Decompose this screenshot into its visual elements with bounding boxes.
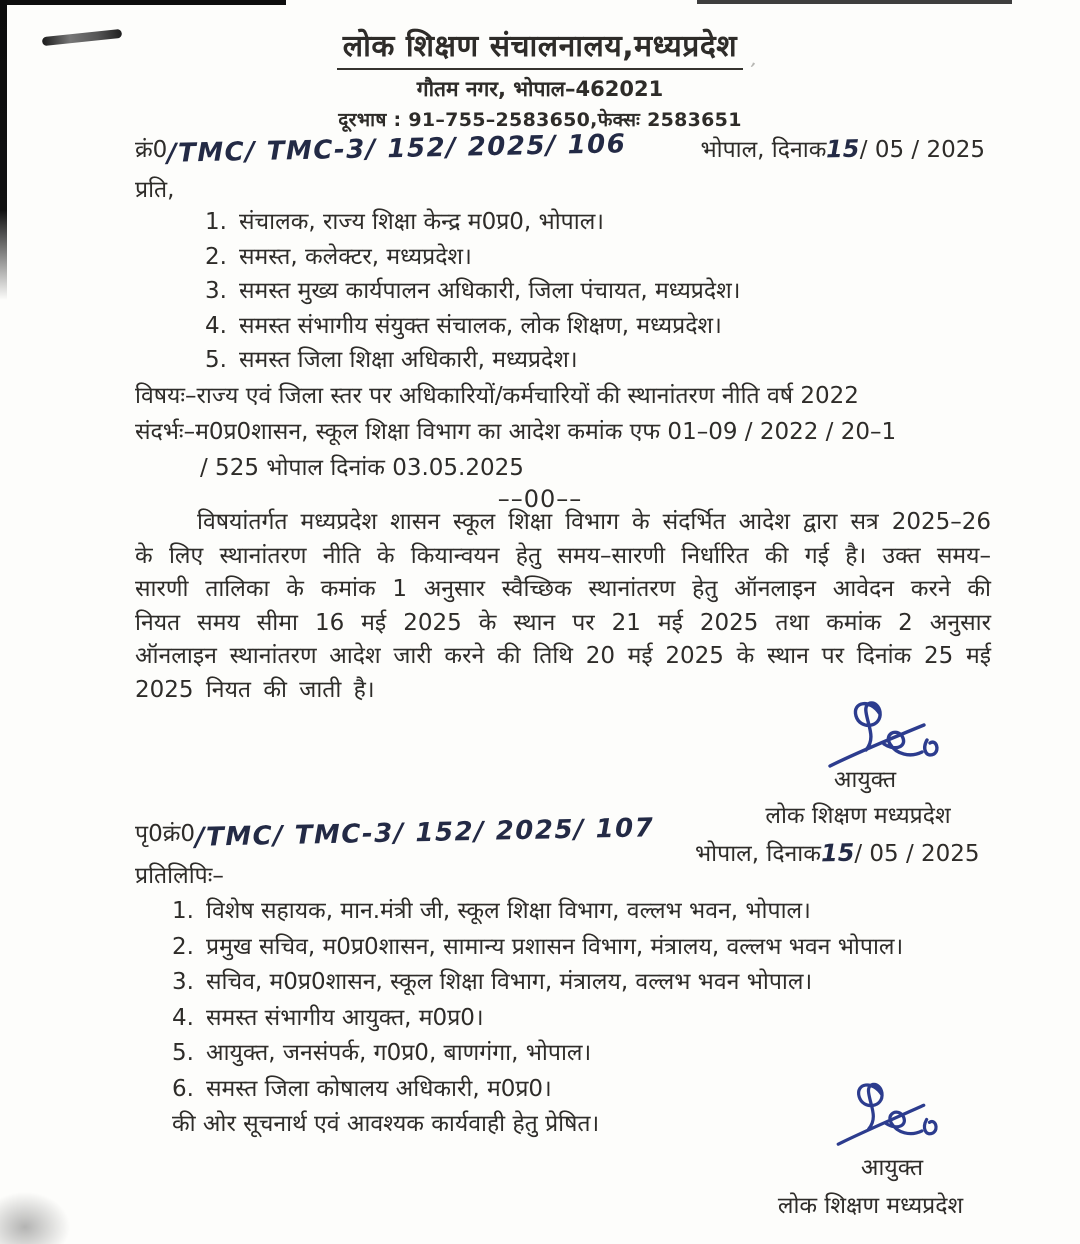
letter-date-label: भोपाल, दिनाक — [700, 137, 827, 163]
signatory-organization-top: लोक शिक्षण मध्यप्रदेश — [765, 803, 951, 829]
recipient-row — [205, 205, 985, 240]
scan-shadow-bottom-left — [0, 1192, 70, 1244]
letterhead-title: लोक शिक्षण संचालनालय,मध्यप्रदेश — [337, 24, 743, 70]
recipient-number: 3. — [205, 278, 227, 304]
recipient-number: 5. — [205, 347, 227, 373]
scan-fleck-mark: ’ — [744, 57, 758, 83]
salutation: प्रति, — [135, 177, 175, 203]
subject-line: विषयः–राज्य एवं जिला स्तर पर अधिकारियों/कर्मचारियों की स्थानांतरण नीति वर्ष 2022 — [135, 383, 859, 409]
letter-date-day-handwritten: 15 — [826, 134, 861, 164]
copy-text: प्रमुख सचिव, म0प्र0शासन, सामान्य प्रशासन विभाग, मंत्रालय, वल्लभ भवन भोपाल। — [206, 933, 904, 960]
copy-text: सचिव, म0प्र0शासन, स्कूल शिक्षा विभाग, मंत्रालय, वल्लभ भवन भोपाल। — [206, 969, 813, 995]
copy-row — [172, 930, 982, 966]
copy-text: समस्त संभागीय आयुक्त, म0प्र0। — [206, 1004, 484, 1031]
scan-artifact-top-line-right — [697, 0, 1012, 4]
recipient-list — [205, 205, 985, 378]
recipient-row — [205, 274, 985, 309]
recipient-text: समस्त, कलेक्टर, मध्यप्रदेश। — [239, 243, 472, 270]
copy-number: 5. — [172, 1040, 194, 1066]
copy-number: 1. — [172, 898, 194, 924]
letterhead-phone: दूरभाष : 91–755–2583650,फेक्सः 2583651 — [338, 109, 742, 131]
recipient-text: समस्त मुख्य कार्यपालन अधिकारी, जिला पंचायत, मध्यप्रदेश। — [239, 278, 741, 304]
copy-row — [172, 965, 982, 1001]
ref-number — [135, 129, 627, 169]
copy-number: 3. — [172, 969, 194, 995]
reference-number-row — [135, 129, 985, 169]
signature-date-rest: / 05 / 2025 — [854, 841, 980, 867]
copy-number: 4. — [172, 1004, 194, 1031]
ref-number-prefix: क्रं0 — [135, 137, 168, 163]
copy-row — [172, 1001, 982, 1037]
copy-text: समस्त जिला कोषालय अधिकारी, म0प्र0। — [206, 1075, 552, 1102]
copy-number: 6. — [172, 1075, 194, 1102]
signatory-organization-bottom: लोक शिक्षण मध्यप्रदेश — [777, 1193, 964, 1219]
recipient-number: 2. — [205, 243, 227, 270]
letter-date-rest: / 05 / 2025 — [859, 137, 985, 163]
recipient-text: समस्त जिला शिक्षा अधिकारी, मध्यप्रदेश। — [239, 347, 578, 373]
copy-text: आयुक्त, जनसंपर्क, ग0प्र0, बाणगंगा, भोपाल। — [206, 1040, 592, 1066]
copy-row — [172, 1036, 982, 1072]
recipient-row — [205, 309, 985, 344]
letterhead-address: गौतम नगर, भोपाल–462021 — [416, 77, 664, 101]
copy-number: 2. — [172, 933, 194, 960]
recipient-text: समस्त संभागीय संयुक्त संचालक, लोक शिक्षण, मध्यप्रदेश। — [239, 312, 722, 339]
reference-line: संदर्भः–म0प्र0शासन, स्कूल शिक्षा विभाग का आदेश कमांक एफ 01–09 / 2022 / 20–1 — [135, 419, 897, 445]
recipient-number: 1. — [205, 209, 227, 235]
copy-to-label: प्रतिलिपिः– — [135, 863, 224, 889]
ref-number-handwritten: /TMC/ TMC-3/ 152/ 2025/ 106 — [167, 129, 627, 169]
signature-place-date — [695, 836, 980, 868]
body-paragraph: विषयांतर्गत मध्यप्रदेश शासन स्कूल शिक्षा विभाग के संदर्भित आदेश द्वारा सत्र 2025–26 के लिए स्थानांतरण नीति के कियान्वयन हेतु समय–सारणी निर्धारित की गई है। उक्त समय–सारणी तालिका के कमांक 1 अनुसार स्वैच्छिक स्थानांतरण हेतु ऑनलाइन आवेदन करने की नियत समय सीमा 16 मई 2025 के स्थान पर 21 मई 2025 तथा कमांक 2 अनुसार ऑनलाइन स्थानांतरण आदेश जारी करने की तिथि 20 मई 2025 के स्थान पर दिनांक 25 मई 2025 नियत की जाती है। — [135, 509, 991, 703]
signatory-designation-bottom: आयुक्त — [860, 1155, 924, 1181]
closing-line: की ओर सूचनार्थ एवं आवश्यक कार्यवाही हेतु प्रेषित। — [172, 1111, 600, 1137]
recipient-number: 4. — [205, 312, 227, 339]
recipient-text: संचालक, राज्य शिक्षा केन्द्र म0प्र0, भोपाल। — [239, 209, 604, 235]
endorsement-number-handwritten: /TMC/ TMC-3/ 152/ 2025/ 107 — [194, 813, 655, 853]
signatory-designation-top: आयुक्त — [833, 767, 897, 793]
letter-date — [700, 132, 985, 164]
recipient-row — [205, 343, 985, 378]
recipient-row — [205, 240, 985, 275]
endorsement-number-prefix: पृ0क्रं0 — [135, 821, 195, 847]
scan-artifact-top-line-left — [0, 0, 286, 5]
signature-place-date-label: भोपाल, दिनाक — [695, 841, 821, 867]
letterhead — [0, 24, 1080, 132]
endorsement-number — [135, 813, 655, 853]
signature-date-day-handwritten: 15 — [820, 838, 855, 868]
copy-text: विशेष सहायक, मान.मंत्री जी, स्कूल शिक्षा विभाग, वल्लभ भवन, भोपाल। — [206, 898, 811, 924]
section-separator: ––00–– — [497, 485, 583, 513]
reference-line-continued: / 525 भोपाल दिनांक 03.05.2025 — [200, 455, 524, 481]
copy-row — [172, 894, 982, 930]
